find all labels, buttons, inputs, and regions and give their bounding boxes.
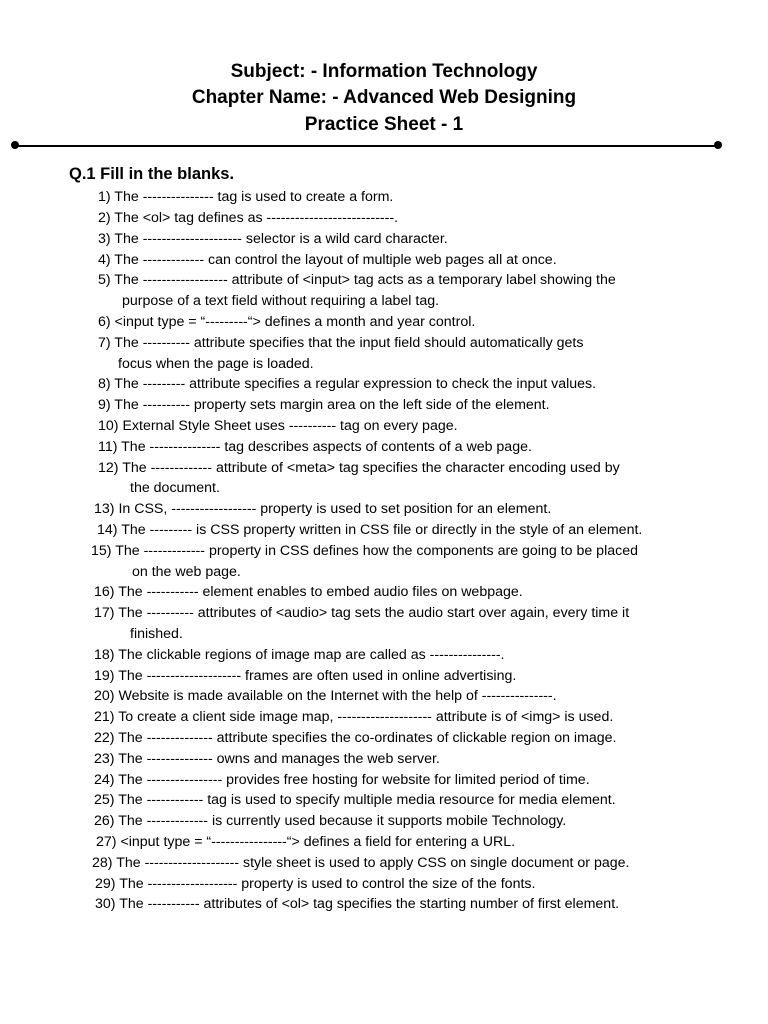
question-item-28: 28) The -------------------- style sheet is used to apply CSS on single document or page.	[92, 855, 630, 871]
question-item-10: 10) External Style Sheet uses ---------- tag on every page.	[98, 418, 458, 434]
subject-heading: Subject: - Information Technology	[230, 61, 538, 82]
question-item-29: 29) The ------------------- property is used to control the size of the fonts.	[95, 876, 536, 892]
question-item-23: 23) The -------------- owns and manages the web server.	[94, 751, 440, 767]
question-item-12: 12) The ------------- attribute of <meta> tag specifies the character encoding used by	[98, 460, 620, 476]
question-item-11: 11) The --------------- tag describes aspects of contents of a web page.	[98, 439, 532, 455]
sheet-heading: Practice Sheet - 1	[304, 114, 464, 135]
question-item-9: 9) The ---------- property sets margin area on the left side of the element.	[98, 397, 550, 413]
question-item-5: 5) The ------------------ attribute of <input> tag acts as a temporary label showing the	[98, 272, 616, 288]
question-item-15: 15) The ------------- property in CSS defines how the components are going to be placed	[91, 543, 638, 559]
question-item-4: 4) The ------------- can control the layout of multiple web pages all at once.	[98, 252, 557, 268]
question-item-14: 14) The --------- is CSS property written in CSS file or directly in the style of an element.	[97, 522, 643, 538]
question-item-7-continued: focus when the page is loaded.	[118, 356, 314, 372]
question-item-16: 16) The ----------- element enables to embed audio files on webpage.	[94, 584, 523, 600]
question-item-2: 2) The <ol> tag defines as ---------------------------.	[98, 210, 399, 226]
question-item-6: 6) <input type = “---------“> defines a month and year control.	[98, 314, 476, 330]
divider-rule	[14, 145, 718, 147]
chapter-heading: Chapter Name: - Advanced Web Designing	[191, 87, 577, 108]
question-item-21: 21) To create a client side image map, -------------------- attribute is of <img> is used.	[94, 709, 614, 725]
question-item-19: 19) The -------------------- frames are often used in online advertising.	[94, 668, 517, 684]
question-item-8: 8) The --------- attribute specifies a regular expression to check the input values.	[98, 376, 597, 392]
question-item-17-continued: finished.	[130, 626, 183, 642]
question-item-7: 7) The ---------- attribute specifies that the input field should automatically gets	[98, 335, 584, 351]
question-item-15-continued: on the web page.	[132, 564, 241, 580]
rule-right-dot	[714, 141, 722, 149]
question-item-18: 18) The clickable regions of image map are called as ---------------.	[94, 647, 505, 663]
question-item-26: 26) The ------------- is currently used because it supports mobile Technology.	[94, 813, 567, 829]
question-item-12-continued: the document.	[130, 480, 220, 496]
question-item-22: 22) The -------------- attribute specifies the co-ordinates of clickable region on image.	[94, 730, 617, 746]
question-item-17: 17) The ---------- attributes of <audio> tag sets the audio start over again, every time it	[94, 605, 630, 621]
question-item-30: 30) The ----------- attributes of <ol> tag specifies the starting number of first element.	[95, 896, 620, 912]
question-title: Q.1 Fill in the blanks.	[69, 165, 235, 183]
question-item-27: 27) <input type = “----------------“> defines a field for entering a URL.	[96, 834, 516, 850]
question-item-1: 1) The --------------- tag is used to create a form.	[98, 189, 394, 205]
question-item-25: 25) The ------------ tag is used to specify multiple media resource for media element.	[94, 792, 616, 808]
question-item-20: 20) Website is made available on the Internet with the help of ---------------.	[94, 688, 557, 704]
question-item-3: 3) The --------------------- selector is a wild card character.	[98, 231, 448, 247]
question-item-13: 13) In CSS, ------------------ property is used to set position for an element.	[94, 501, 552, 517]
question-item-24: 24) The ---------------- provides free hosting for website for limited period of time.	[94, 772, 590, 788]
question-item-5-continued: purpose of a text field without requiring a label tag.	[122, 293, 440, 309]
